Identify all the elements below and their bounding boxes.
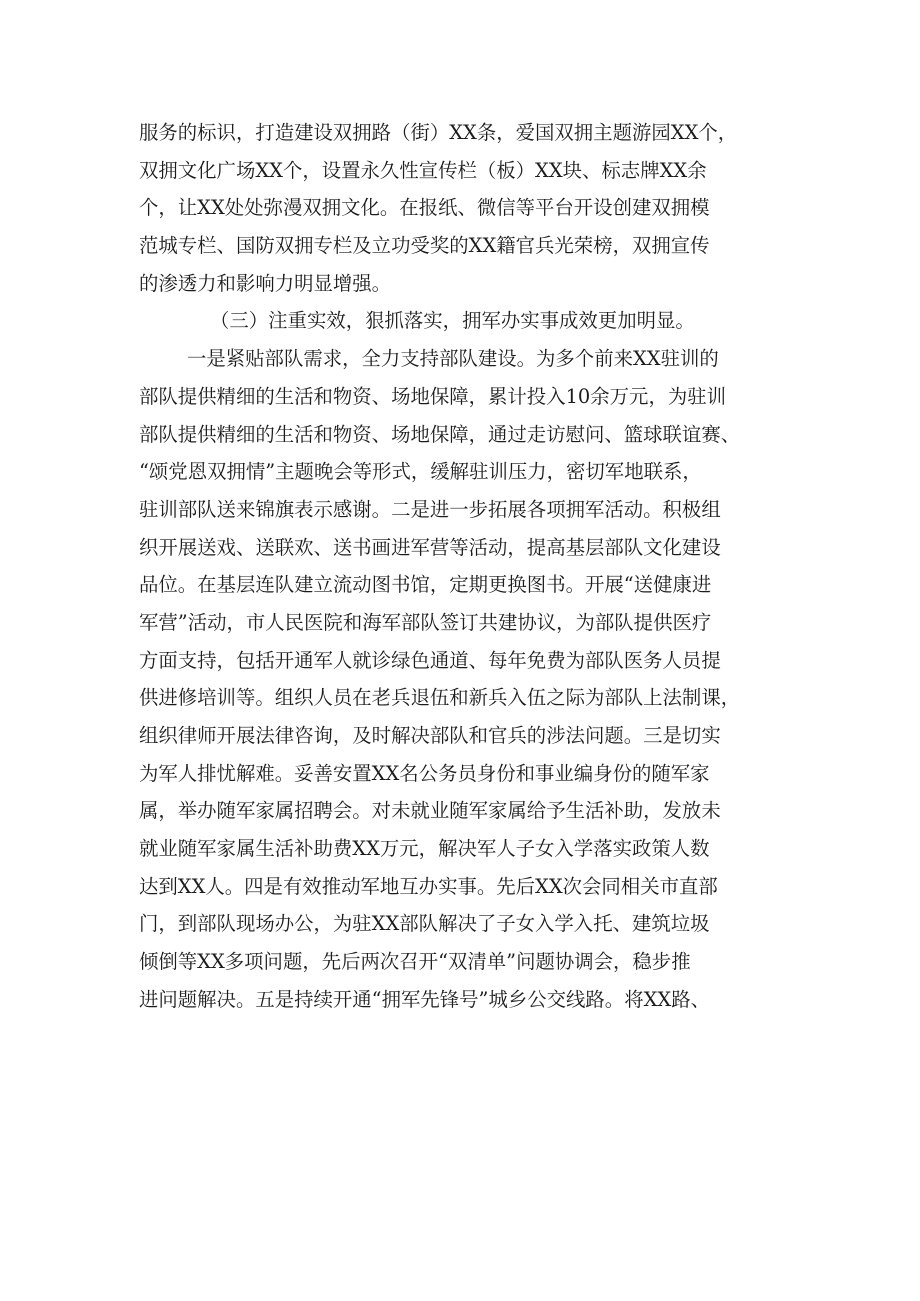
text-line: [0, 114, 920, 152]
text-line-content: 范城专栏、国防双拥专栏及立功受奖的XX籍官兵光荣榜，双拥宣传: [139, 234, 710, 258]
text-line-content: “颂党恩双拥情”主题晚会等形式，缓解驻训压力，密切军地联系，: [139, 460, 702, 484]
text-line: [0, 227, 920, 265]
text-line: [0, 566, 920, 604]
text-line-content: 达到XX人。四是有效推动军地互办实事。先后XX次会同相关市直部: [139, 874, 718, 898]
text-line: [0, 642, 920, 680]
text-line-content: 属，举办随军家属招聘会。对未就业随军家属给予生活补助，发放未: [139, 799, 721, 823]
text-line: [0, 755, 920, 793]
text-line: [0, 416, 920, 454]
text-line: [0, 717, 920, 755]
text-line-content: 驻训部队送来锦旗表示感谢。二是进一步拓展各项拥军活动。积极组: [139, 497, 721, 521]
text-line: [0, 792, 920, 830]
text-line-content: 进问题解决。五是持续开通“拥军先锋号”城乡公交线路。将XX路、: [139, 987, 710, 1011]
text-line: [0, 491, 920, 529]
text-line: [0, 453, 920, 491]
text-line-content: 组织律师开展法律咨询，及时解决部队和官兵的涉法问题。三是切实: [139, 724, 721, 747]
text-line-content: 一是紧贴部队需求，全力支持部队建设。为多个前来XX驻训的: [187, 347, 719, 371]
text-line: [0, 529, 920, 567]
text-line-content: 为军人排忧解难。妥善安置XX名公务员身份和事业编身份的随军家: [139, 761, 710, 785]
text-line-content: 的渗透力和影响力明显增强。: [139, 271, 392, 295]
text-line: [0, 679, 920, 717]
text-line: [0, 868, 920, 906]
text-line-content: 倾倒等XX多项问题，先后两次召开“双清单”问题协调会，稳步推: [139, 950, 691, 974]
text-line-content: 部队提供精细的生活和物资、场地保障，通过走访慰问、篮球联谊赛、: [139, 422, 741, 446]
text-line: [0, 905, 920, 943]
text-line-content: 方面支持，包括开通军人就诊绿色通道、每年免费为部队医务人员提: [139, 648, 721, 672]
text-line-content: 军营”活动，市人民医院和海军部队签订共建协议，为部队提供医疗: [139, 610, 712, 634]
text-line: [0, 340, 920, 378]
text-line-content: 织开展送戏、送联欢、送书画进军营等活动，提高基层部队文化建设: [139, 535, 721, 559]
text-line: [0, 943, 920, 981]
text-line: [0, 265, 920, 303]
text-line-content: 门，到部队现场办公，为驻XX部队解决了子女入学入托、建筑垃圾: [139, 912, 710, 936]
text-line-content: 个，让XX处处弥漫双拥文化。在报纸、微信等平台开设创建双拥模: [139, 196, 710, 220]
text-line-content: 供进修培训等。组织人员在老兵退伍和新兵入伍之际为部队上法制课，: [139, 686, 741, 710]
text-line-content: 部队提供精细的生活和物资、场地保障，累计投入10余万元，为驻训: [139, 384, 727, 408]
text-line: [0, 152, 920, 190]
text-line: [0, 981, 920, 1019]
text-line: [0, 189, 920, 227]
text-line: [0, 604, 920, 642]
text-line: [0, 378, 920, 416]
section-heading-text: （三）注重实效，狠抓落实，拥军办实事成效更加明显。: [210, 309, 695, 333]
section-heading: [0, 302, 920, 340]
text-line-content: 双拥文化广场XX个，设置永久性宣传栏（板）XX块、标志牌XX余: [139, 158, 707, 182]
text-line: [0, 830, 920, 868]
body-text: [0, 114, 920, 1019]
text-line-content: 服务的标识，打造建设双拥路（街）XX条，爱国双拥主题游园XX个，: [139, 121, 738, 144]
text-line-content: 品位。在基层连队建立流动图书馆，定期更换图书。开展“送健康进: [139, 573, 712, 597]
text-line-content: 就业随军家属生活补助费XX万元，解决军人子女入学落实政策人数: [139, 837, 710, 861]
